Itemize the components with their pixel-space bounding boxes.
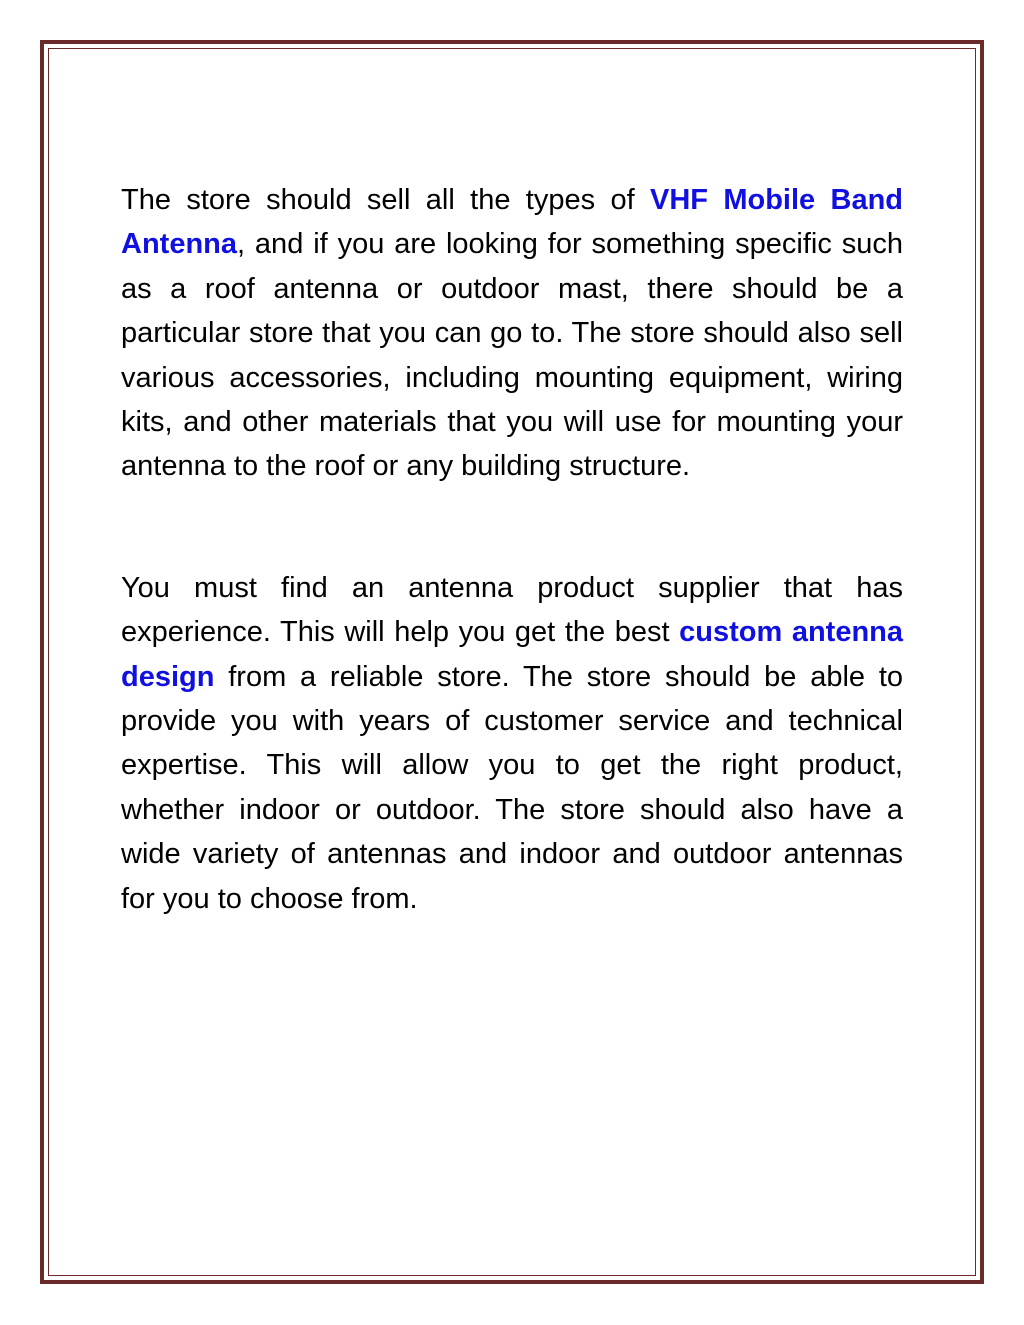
vhf-mobile-band-antenna-link[interactable]: VHF Mobile Band Antenna — [121, 184, 903, 261]
custom-antenna-design-link[interactable]: custom antenna design — [121, 616, 903, 693]
paragraph-1-text-end: , and if you are looking for something specific such as a roof antenna or outdoor mast, there should be a particular store that you can go to. The store should also sell various accessories, including mounting equipment, wiring kits, and other materials that you will use for mounting your antenna to the roof or any building structure. — [121, 228, 903, 483]
paragraph-2 — [121, 566, 903, 921]
document-body — [121, 178, 903, 921]
paragraph-2-text-start: You must find an antenna product supplier that has experience. This will help you get the best — [121, 571, 903, 649]
paragraph-2-text-end: from a reliable store. The store should be able to provide you with years of customer service and technical expertise. This will allow you to get the right product, whether indoor or outdoor. The store should also have a wide variety of antennas and indoor and outdoor antennas for you to choose from. — [121, 660, 903, 915]
paragraph-1 — [121, 178, 903, 489]
paragraph-1-text-start: The store should sell all the types of — [121, 184, 650, 216]
